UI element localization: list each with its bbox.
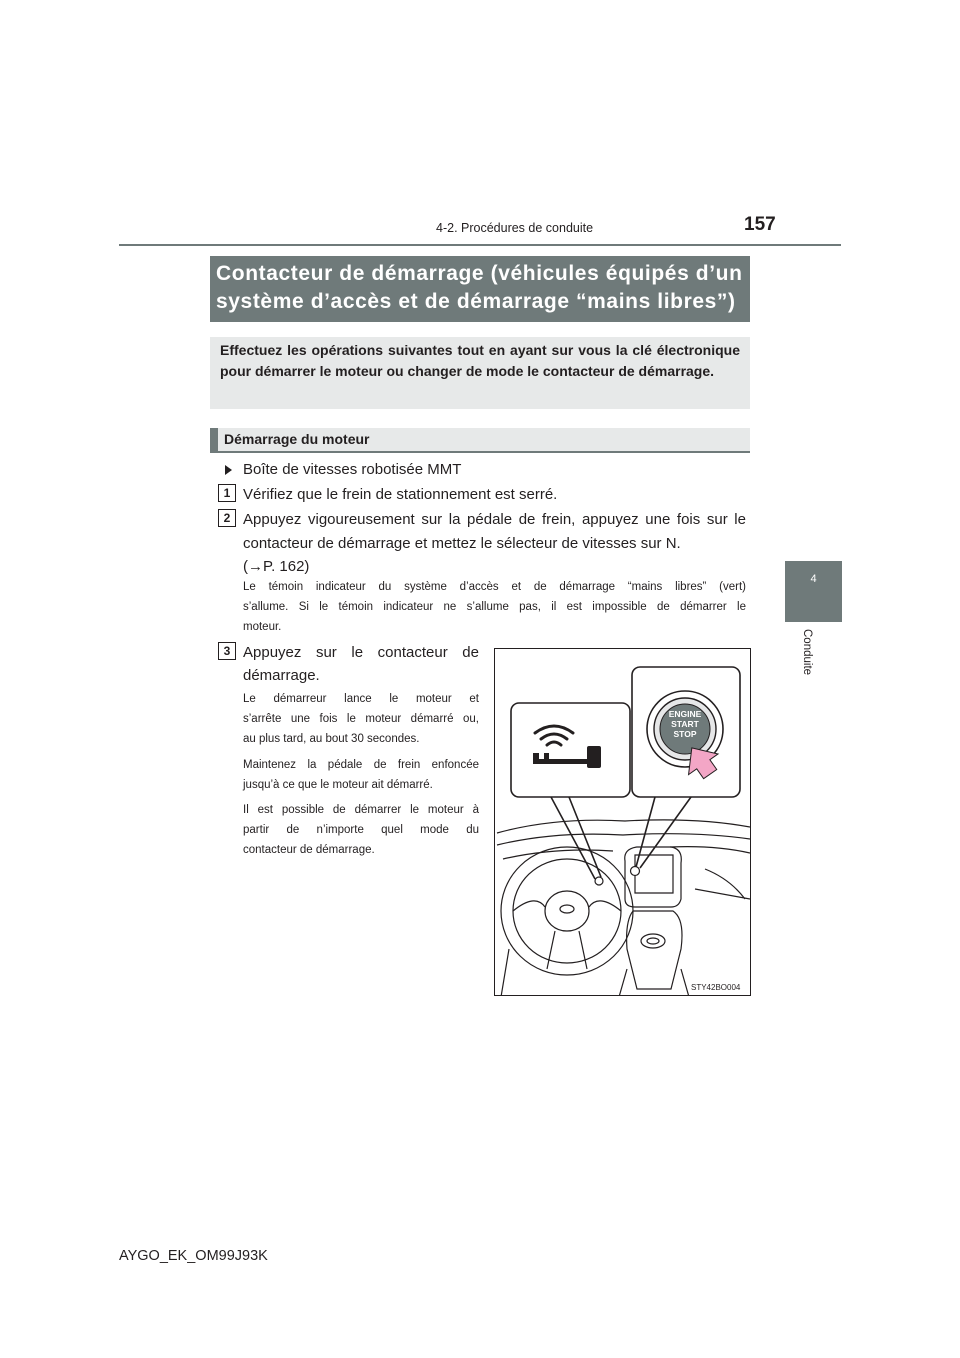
- step-2-note-line-3: moteur.: [243, 621, 282, 633]
- bullet-text: Boîte de vitesses robotisée MMT: [243, 461, 462, 478]
- section-title: 4-2. Procédures de conduite: [436, 221, 594, 235]
- dashboard-illustration: [494, 648, 751, 996]
- pink-arrow-icon: [685, 747, 686, 748]
- step-1-text: Vérifiez que le frein de stationnement est serré.: [243, 486, 558, 503]
- chapter-label: Conduite: [801, 629, 813, 676]
- step-3-note: Le démarreur lance le moteur et: [243, 693, 479, 705]
- intro-text: Effectuez les opérations suivantes tout en ayant sur vous la clé électronique pour démarrer le moteur ou changer de mode le contacteur de démarrage.: [220, 342, 740, 379]
- start-stop-button: ENGINE START STOP: [668, 709, 702, 739]
- subsection-title: Démarrage du moteur: [224, 431, 370, 447]
- step-3-note: partir de n’importe quel mode du: [243, 824, 479, 836]
- figure-code: STY42BO004: [691, 983, 741, 992]
- chapter-tab: [785, 561, 842, 622]
- key-indicator-icon: [529, 743, 530, 744]
- step-3-note: s’arrête une fois le moteur démarré ou,: [243, 713, 479, 725]
- step-3-note: Maintenez la pédale de frein enfoncée: [243, 759, 479, 771]
- heading-line-1: Contacteur de démarrage (véhicules équipés d’un: [216, 262, 743, 285]
- step-2-note-line-2: s’allume. Si le témoin indicateur ne s’allume pas, il est impossible de démarrer le: [243, 601, 746, 613]
- step-3-text-line-2: démarrage.: [243, 667, 320, 684]
- step-number-2: 2: [218, 509, 236, 527]
- triangle-bullet-icon: [225, 465, 232, 475]
- step-2-text-line-1: Appuyez vigoureusement sur la pédale de frein, appuyez une fois sur le: [243, 511, 746, 528]
- step-number-1: 1: [218, 484, 236, 502]
- step-3-note: Il est possible de démarrer le moteur à: [243, 804, 479, 816]
- chapter-number: 4: [810, 573, 817, 585]
- page-reference: (→P. 162): [243, 558, 310, 575]
- header-divider: [119, 244, 841, 246]
- step-2-note-line-1: Le témoin indicateur du système d’accès et de démarrage “mains libres” (vert): [243, 581, 746, 593]
- step-3-note: au plus tard, au bout 30 secondes.: [243, 733, 420, 745]
- step-3-text-line-1: Appuyez sur le contacteur de: [243, 644, 479, 661]
- step-number-3: 3: [218, 642, 236, 660]
- step-3-note: jusqu’à ce que le moteur ait démarré.: [243, 779, 433, 791]
- step-3-note: contacteur de démarrage.: [243, 844, 375, 856]
- page-number: 157: [744, 214, 776, 235]
- step-2-text-line-2: contacteur de démarrage et mettez le sélecteur de vitesses sur N.: [243, 535, 681, 552]
- document-code: AYGO_EK_OM99J93K: [119, 1248, 268, 1264]
- arrow-right-icon: →: [248, 558, 263, 575]
- subsection-accent: [210, 428, 218, 453]
- heading-line-2: système d’accès et de démarrage “mains libres”): [216, 290, 736, 313]
